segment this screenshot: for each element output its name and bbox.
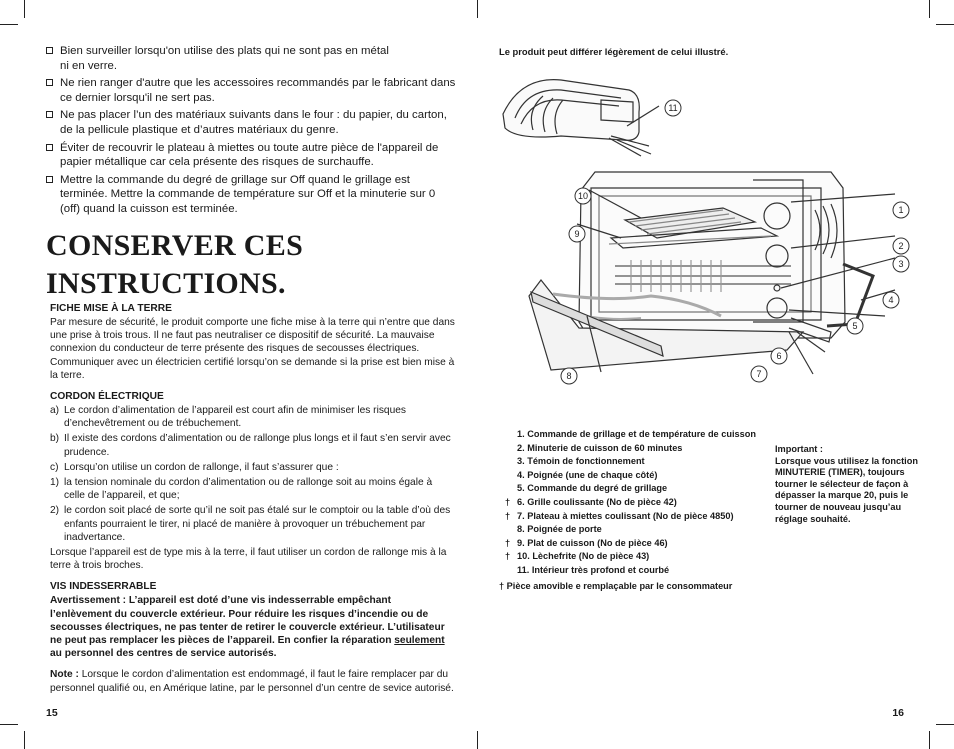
callout-9: 9 bbox=[574, 229, 580, 239]
illustration-caption: Le produit peut différer légèrement de celui illustré. bbox=[499, 46, 729, 57]
list-item: 2) le cordon soit placé de sorte qu’il ne soit pas étalé sur le comptoir ou la table d’où des enfants pourraient le tirer, ni placé de manière à provoquer un trébuchement par inadvertance. bbox=[50, 505, 451, 543]
parts-list-item: † 7. Plateau à miettes coulissant (No de pièce 4850) bbox=[505, 510, 734, 521]
parts-list-item: † 9. Plat de cuisson (No de pièce 46) bbox=[505, 537, 668, 548]
callout-4: 4 bbox=[888, 295, 894, 305]
checkbox-square-icon bbox=[46, 176, 53, 183]
safety-bullet: Éviter de recouvrir le plateau à miettes ou toute autre pièce de l'appareil de papier métallique car cela présente des risques de surchauffe. bbox=[46, 141, 458, 170]
cord-closing: Lorsque l’appareil est de type mis à la terre, il faut utiliser un cordon de rallonge mis à la terre à trois broches. bbox=[50, 547, 447, 572]
parts-list-item: 4. Poignée (une de chaque côté) bbox=[517, 469, 658, 480]
callout-3: 3 bbox=[898, 259, 904, 269]
callout-1: 1 bbox=[898, 205, 904, 215]
cord-heading: CORDON ÉLECTRIQUE bbox=[50, 391, 164, 403]
checkbox-square-icon bbox=[46, 111, 53, 118]
parts-list-item: † 10. Lèchefrite (No de pièce 43) bbox=[505, 551, 650, 562]
parts-list bbox=[499, 428, 779, 578]
page-headline: CONSERVER CES INSTRUCTIONS. bbox=[46, 229, 304, 300]
safety-bullet: Bien surveiller lorsqu'on utilise des plats qui ne sont pas en métal ni en verre. bbox=[46, 44, 458, 73]
parts-list-item: 1. Commande de grillage et de température de cuisson bbox=[517, 429, 756, 439]
cord-note: Note : Lorsque le cordon d’alimentation est endommagé, il faut le faire remplacer par du personnel qualifié ou, en Amérique latine, par le personnel d’un centre de sevice autorisé. bbox=[50, 669, 454, 694]
callout-8: 8 bbox=[566, 371, 572, 381]
parts-list-item: 5. Commande du degré de grillage bbox=[517, 483, 668, 494]
callout-5: 5 bbox=[852, 321, 858, 331]
safety-bullet: Mettre la commande du degré de grillage sur Off quand le grillage est terminée. Mettre la commande de température sur Off et la minuterie sur 0 (off) quand la cuisson est terminée. bbox=[46, 173, 458, 217]
cord-list bbox=[50, 404, 455, 544]
screw-warning: Avertissement : L’appareil est doté d’une vis indesserrable empêchant l’enlèvement du couvercle extérieur. Pour réduire les risques d’incendie ou de secousses électriques, ne pas tenter de retirer le couvercle extérieur. L’utilisateur ne peut pas remplacer les pièces de l’appareil. En confier la réparation seulement au personnel des centres de service autorisés. bbox=[50, 595, 445, 660]
safety-bullet-list bbox=[46, 44, 458, 220]
important-note bbox=[775, 444, 925, 525]
important-heading: Important : bbox=[775, 444, 823, 454]
checkbox-square-icon bbox=[46, 144, 53, 151]
interior-inset-drawing bbox=[503, 80, 651, 156]
right-page bbox=[477, 0, 954, 749]
callout-6: 6 bbox=[776, 351, 782, 361]
plug-heading: FICHE MISE À LA TERRE bbox=[50, 303, 172, 314]
list-item: a) Le cordon d’alimentation de l’appareil est court afin de minimiser les risques d’enchevêtrement ou de trébuchement. bbox=[50, 405, 407, 430]
parts-list-item: 11. Intérieur très profond et courbé bbox=[517, 564, 670, 575]
parts-list-item: 3. Témoin de fonctionnement bbox=[517, 456, 645, 467]
parts-list-item: † 6. Grille coulissante (No de pièce 42) bbox=[505, 496, 677, 507]
page-number: 16 bbox=[892, 707, 904, 719]
safety-bullet: Ne pas placer l’un des matériaux suivants dans le four : du papier, du carton, de la pellicule plastique et d’autres matériaux du genre. bbox=[46, 108, 458, 137]
list-item: c) Lorsqu’on utilise un cordon de rallonge, il faut s’assurer que : bbox=[50, 461, 339, 473]
checkbox-square-icon bbox=[46, 47, 53, 54]
plug-text: Par mesure de sécurité, le produit comporte une fiche mise à la terre qui n’entre que dans une prise à trois trous. Il ne faut pas neutraliser ce dispositif de sécurité. La mauvaise connexion du conducteur de terre présente des risques de secousses électriques. Communiquer avec un électricien certifié lorsqu’on se demande si la prise est bien mise à la terre. bbox=[50, 317, 455, 381]
callout-10: 10 bbox=[577, 191, 589, 201]
callout-2: 2 bbox=[898, 241, 904, 251]
replaceable-parts-footnote: † Pièce amovible e remplaçable par le consommateur bbox=[499, 581, 733, 591]
callout-11: 11 bbox=[668, 103, 678, 113]
safety-bullet: Ne rien ranger d'autre que les accessoires recommandés par le fabricant dans ce dernier lorsqu'il ne sert pas. bbox=[46, 76, 458, 105]
instruction-sections bbox=[50, 302, 455, 703]
parts-list-item: 2. Minuterie de cuisson de 60 minutes bbox=[517, 442, 683, 453]
list-item: 1) la tension nominale du cordon d’alimentation ou de rallonge soit au moins égale à celle de l’appareil, et que; bbox=[50, 477, 433, 502]
checkbox-square-icon bbox=[46, 79, 53, 86]
important-text: Lorsque vous utilisez la fonction MINUTERIE (TIMER), toujours tourner le sélecteur de façon à dépasser la marque 20, puis le tourner de nouveau jusqu’au réglage souhaité. bbox=[775, 455, 918, 524]
toaster-oven-illustration bbox=[491, 70, 911, 390]
parts-list-item: 8. Poignée de porte bbox=[517, 524, 602, 535]
callout-7: 7 bbox=[756, 369, 762, 379]
screw-heading: VIS INDESSERRABLE bbox=[50, 581, 157, 593]
page-number: 15 bbox=[46, 707, 58, 719]
list-item: b) Il existe des cordons d’alimentation ou de rallonge plus longs et il faut s’en servir avec prudence. bbox=[50, 433, 451, 458]
